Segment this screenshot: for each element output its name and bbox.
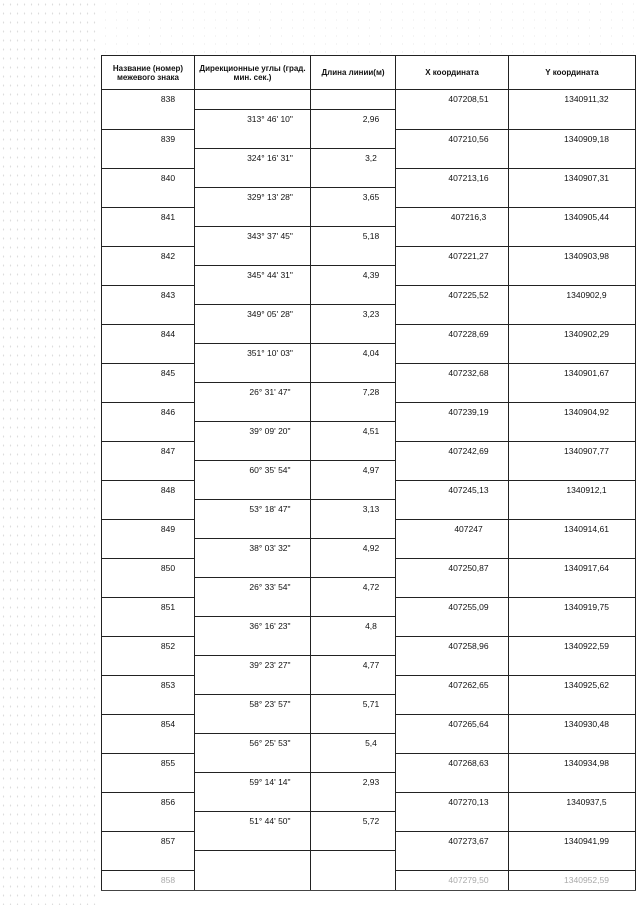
point-name: [102, 344, 195, 364]
direction-angle: 343° 37' 45": [195, 227, 311, 247]
y-coordinate: 1340903,98: [509, 246, 636, 266]
x-coordinate: 407268,63: [396, 753, 509, 773]
line-length: 5,71: [311, 695, 396, 715]
segment-row: [102, 227, 636, 247]
line-length: 2,96: [311, 110, 396, 130]
y-coordinate: [509, 344, 636, 364]
direction-angle: [195, 324, 311, 344]
point-row: [102, 831, 636, 851]
point-name: [102, 695, 195, 715]
direction-angle: [195, 597, 311, 617]
header-direction: Дирекционные углы (град. мин. сек.): [195, 56, 311, 90]
line-length: 4,8: [311, 617, 396, 637]
line-length: 3,13: [311, 500, 396, 520]
point-name: 855: [102, 753, 195, 773]
header-x: X координата: [396, 56, 509, 90]
line-length: [311, 714, 396, 734]
segment-row: [102, 539, 636, 559]
segment-row: [102, 110, 636, 130]
segment-row: [102, 422, 636, 442]
line-length: 5,4: [311, 734, 396, 754]
point-name: 845: [102, 363, 195, 383]
point-name: 841: [102, 207, 195, 227]
point-row: [102, 870, 636, 890]
point-name: 858: [102, 870, 195, 890]
y-coordinate: [509, 734, 636, 754]
line-length: 5,18: [311, 227, 396, 247]
y-coordinate: [509, 227, 636, 247]
x-coordinate: 407245,13: [396, 480, 509, 500]
y-coordinate: 1340919,75: [509, 597, 636, 617]
direction-angle: [195, 168, 311, 188]
point-row: [102, 519, 636, 539]
line-length: 4,97: [311, 461, 396, 481]
scan-noise-left: [0, 0, 100, 905]
x-coordinate: 407270,13: [396, 792, 509, 812]
x-coordinate: [396, 578, 509, 598]
y-coordinate: [509, 110, 636, 130]
x-coordinate: 407242,69: [396, 441, 509, 461]
line-length: [311, 402, 396, 422]
x-coordinate: [396, 149, 509, 169]
y-coordinate: 1340934,98: [509, 753, 636, 773]
line-length: [311, 441, 396, 461]
y-coordinate: [509, 773, 636, 793]
y-coordinate: 1340922,59: [509, 636, 636, 656]
direction-angle: 38° 03' 32": [195, 539, 311, 559]
direction-angle: [195, 675, 311, 695]
segment-row: [102, 383, 636, 403]
x-coordinate: [396, 656, 509, 676]
point-row: [102, 792, 636, 812]
direction-angle: 36° 16' 23": [195, 617, 311, 637]
segment-row: [102, 266, 636, 286]
point-name: [102, 188, 195, 208]
line-length: [311, 851, 396, 871]
y-coordinate: [509, 188, 636, 208]
x-coordinate: [396, 188, 509, 208]
y-coordinate: 1340917,64: [509, 558, 636, 578]
point-name: [102, 266, 195, 286]
line-length: [311, 597, 396, 617]
boundary-coordinates-table: [101, 55, 636, 891]
direction-angle: [195, 714, 311, 734]
point-row: [102, 714, 636, 734]
line-length: 3,2: [311, 149, 396, 169]
x-coordinate: 407216,3: [396, 207, 509, 227]
point-name: [102, 578, 195, 598]
point-row: [102, 168, 636, 188]
direction-angle: [195, 90, 311, 110]
point-name: [102, 461, 195, 481]
line-length: [311, 90, 396, 110]
point-name: 843: [102, 285, 195, 305]
line-length: 4,77: [311, 656, 396, 676]
point-row: [102, 753, 636, 773]
header-name: Название (номер) межевого знака: [102, 56, 195, 90]
segment-row: [102, 734, 636, 754]
line-length: [311, 870, 396, 890]
table-header-row: [102, 56, 636, 90]
y-coordinate: 1340904,92: [509, 402, 636, 422]
point-name: 853: [102, 675, 195, 695]
segment-row: [102, 344, 636, 364]
point-name: [102, 656, 195, 676]
direction-angle: [195, 285, 311, 305]
line-length: [311, 363, 396, 383]
direction-angle: [195, 870, 311, 890]
direction-angle: 58° 23' 57": [195, 695, 311, 715]
point-name: 854: [102, 714, 195, 734]
y-coordinate: [509, 695, 636, 715]
x-coordinate: [396, 305, 509, 325]
y-coordinate: [509, 812, 636, 832]
point-row: [102, 402, 636, 422]
y-coordinate: 1340912,1: [509, 480, 636, 500]
y-coordinate: 1340901,67: [509, 363, 636, 383]
segment-row: [102, 851, 636, 871]
point-name: [102, 539, 195, 559]
direction-angle: [195, 753, 311, 773]
y-coordinate: 1340902,9: [509, 285, 636, 305]
direction-angle: [195, 129, 311, 149]
point-row: [102, 90, 636, 110]
y-coordinate: 1340905,44: [509, 207, 636, 227]
x-coordinate: [396, 617, 509, 637]
direction-angle: [195, 851, 311, 871]
x-coordinate: [396, 383, 509, 403]
direction-angle: [195, 363, 311, 383]
segment-row: [102, 578, 636, 598]
direction-angle: [195, 636, 311, 656]
y-coordinate: [509, 149, 636, 169]
direction-angle: [195, 831, 311, 851]
table-body: [102, 90, 636, 891]
point-name: [102, 812, 195, 832]
y-coordinate: [509, 461, 636, 481]
x-coordinate: [396, 500, 509, 520]
line-length: [311, 792, 396, 812]
point-row: [102, 363, 636, 383]
direction-angle: [195, 792, 311, 812]
y-coordinate: 1340907,31: [509, 168, 636, 188]
x-coordinate: 407265,64: [396, 714, 509, 734]
line-length: [311, 285, 396, 305]
point-name: 840: [102, 168, 195, 188]
x-coordinate: [396, 266, 509, 286]
point-name: [102, 305, 195, 325]
segment-row: [102, 695, 636, 715]
point-name: 856: [102, 792, 195, 812]
point-row: [102, 558, 636, 578]
line-length: [311, 558, 396, 578]
point-row: [102, 246, 636, 266]
line-length: 3,65: [311, 188, 396, 208]
point-name: 839: [102, 129, 195, 149]
x-coordinate: 407250,87: [396, 558, 509, 578]
point-name: 846: [102, 402, 195, 422]
line-length: [311, 246, 396, 266]
line-length: 4,04: [311, 344, 396, 364]
y-coordinate: [509, 500, 636, 520]
scan-noise-top: [100, 0, 640, 55]
x-coordinate: [396, 539, 509, 559]
y-coordinate: 1340902,29: [509, 324, 636, 344]
point-row: [102, 636, 636, 656]
line-length: 7,28: [311, 383, 396, 403]
x-coordinate: 407228,69: [396, 324, 509, 344]
point-name: [102, 773, 195, 793]
direction-angle: [195, 402, 311, 422]
x-coordinate: 407279,50: [396, 870, 509, 890]
y-coordinate: 1340911,32: [509, 90, 636, 110]
point-name: [102, 734, 195, 754]
y-coordinate: [509, 422, 636, 442]
segment-row: [102, 149, 636, 169]
direction-angle: 351° 10' 03": [195, 344, 311, 364]
point-name: 850: [102, 558, 195, 578]
header-length: Длина линии(м): [311, 56, 396, 90]
line-length: 4,39: [311, 266, 396, 286]
point-row: [102, 675, 636, 695]
y-coordinate: 1340941,99: [509, 831, 636, 851]
segment-row: [102, 656, 636, 676]
x-coordinate: [396, 227, 509, 247]
point-name: [102, 617, 195, 637]
y-coordinate: 1340907,77: [509, 441, 636, 461]
direction-angle: 39° 23' 27": [195, 656, 311, 676]
x-coordinate: [396, 344, 509, 364]
y-coordinate: 1340952,59: [509, 870, 636, 890]
point-row: [102, 285, 636, 305]
line-length: 4,51: [311, 422, 396, 442]
point-name: [102, 110, 195, 130]
line-length: 4,72: [311, 578, 396, 598]
direction-angle: 329° 13' 28": [195, 188, 311, 208]
y-coordinate: 1340925,62: [509, 675, 636, 695]
point-name: [102, 422, 195, 442]
line-length: [311, 675, 396, 695]
direction-angle: 345° 44' 31": [195, 266, 311, 286]
direction-angle: 51° 44' 50": [195, 812, 311, 832]
y-coordinate: 1340937,5: [509, 792, 636, 812]
point-row: [102, 207, 636, 227]
y-coordinate: 1340909,18: [509, 129, 636, 149]
point-row: [102, 129, 636, 149]
y-coordinate: [509, 539, 636, 559]
point-row: [102, 324, 636, 344]
point-name: 849: [102, 519, 195, 539]
y-coordinate: [509, 617, 636, 637]
line-length: 4,92: [311, 539, 396, 559]
x-coordinate: [396, 695, 509, 715]
direction-angle: [195, 558, 311, 578]
line-length: [311, 519, 396, 539]
x-coordinate: [396, 461, 509, 481]
y-coordinate: [509, 266, 636, 286]
point-name: 852: [102, 636, 195, 656]
y-coordinate: 1340930,48: [509, 714, 636, 734]
header-y: Y координата: [509, 56, 636, 90]
direction-angle: 26° 33' 54": [195, 578, 311, 598]
y-coordinate: [509, 305, 636, 325]
point-name: 842: [102, 246, 195, 266]
line-length: [311, 753, 396, 773]
segment-row: [102, 188, 636, 208]
line-length: 3,23: [311, 305, 396, 325]
point-name: [102, 851, 195, 871]
line-length: [311, 636, 396, 656]
direction-angle: [195, 480, 311, 500]
x-coordinate: [396, 812, 509, 832]
line-length: [311, 129, 396, 149]
direction-angle: 59° 14' 14": [195, 773, 311, 793]
direction-angle: 313° 46' 10": [195, 110, 311, 130]
x-coordinate: 407255,09: [396, 597, 509, 617]
x-coordinate: 407213,16: [396, 168, 509, 188]
line-length: [311, 324, 396, 344]
point-row: [102, 441, 636, 461]
direction-angle: 26° 31' 47": [195, 383, 311, 403]
line-length: [311, 168, 396, 188]
x-coordinate: 407208,51: [396, 90, 509, 110]
point-name: 838: [102, 90, 195, 110]
direction-angle: 60° 35' 54": [195, 461, 311, 481]
x-coordinate: [396, 422, 509, 442]
direction-angle: 349° 05' 28": [195, 305, 311, 325]
point-name: [102, 383, 195, 403]
line-length: 5,72: [311, 812, 396, 832]
point-name: 847: [102, 441, 195, 461]
x-coordinate: 407247: [396, 519, 509, 539]
point-name: 844: [102, 324, 195, 344]
x-coordinate: 407262,65: [396, 675, 509, 695]
x-coordinate: 407258,96: [396, 636, 509, 656]
x-coordinate: 407232,68: [396, 363, 509, 383]
point-row: [102, 597, 636, 617]
direction-angle: [195, 519, 311, 539]
direction-angle: 56° 25' 53": [195, 734, 311, 754]
x-coordinate: 407210,56: [396, 129, 509, 149]
line-length: [311, 831, 396, 851]
x-coordinate: 407221,27: [396, 246, 509, 266]
direction-angle: [195, 207, 311, 227]
segment-row: [102, 305, 636, 325]
line-length: 2,93: [311, 773, 396, 793]
point-name: [102, 500, 195, 520]
direction-angle: 324° 16' 31": [195, 149, 311, 169]
point-name: 857: [102, 831, 195, 851]
direction-angle: [195, 246, 311, 266]
line-length: [311, 207, 396, 227]
point-name: 848: [102, 480, 195, 500]
x-coordinate: [396, 110, 509, 130]
point-name: [102, 149, 195, 169]
direction-angle: 53° 18' 47": [195, 500, 311, 520]
segment-row: [102, 773, 636, 793]
direction-angle: 39° 09' 20": [195, 422, 311, 442]
y-coordinate: [509, 656, 636, 676]
x-coordinate: [396, 773, 509, 793]
point-name: 851: [102, 597, 195, 617]
segment-row: [102, 500, 636, 520]
y-coordinate: [509, 578, 636, 598]
y-coordinate: [509, 851, 636, 871]
segment-row: [102, 461, 636, 481]
y-coordinate: [509, 383, 636, 403]
direction-angle: [195, 441, 311, 461]
segment-row: [102, 812, 636, 832]
x-coordinate: [396, 734, 509, 754]
point-name: [102, 227, 195, 247]
line-length: [311, 480, 396, 500]
y-coordinate: 1340914,61: [509, 519, 636, 539]
x-coordinate: 407239,19: [396, 402, 509, 422]
x-coordinate: 407273,67: [396, 831, 509, 851]
point-row: [102, 480, 636, 500]
x-coordinate: [396, 851, 509, 871]
segment-row: [102, 617, 636, 637]
x-coordinate: 407225,52: [396, 285, 509, 305]
